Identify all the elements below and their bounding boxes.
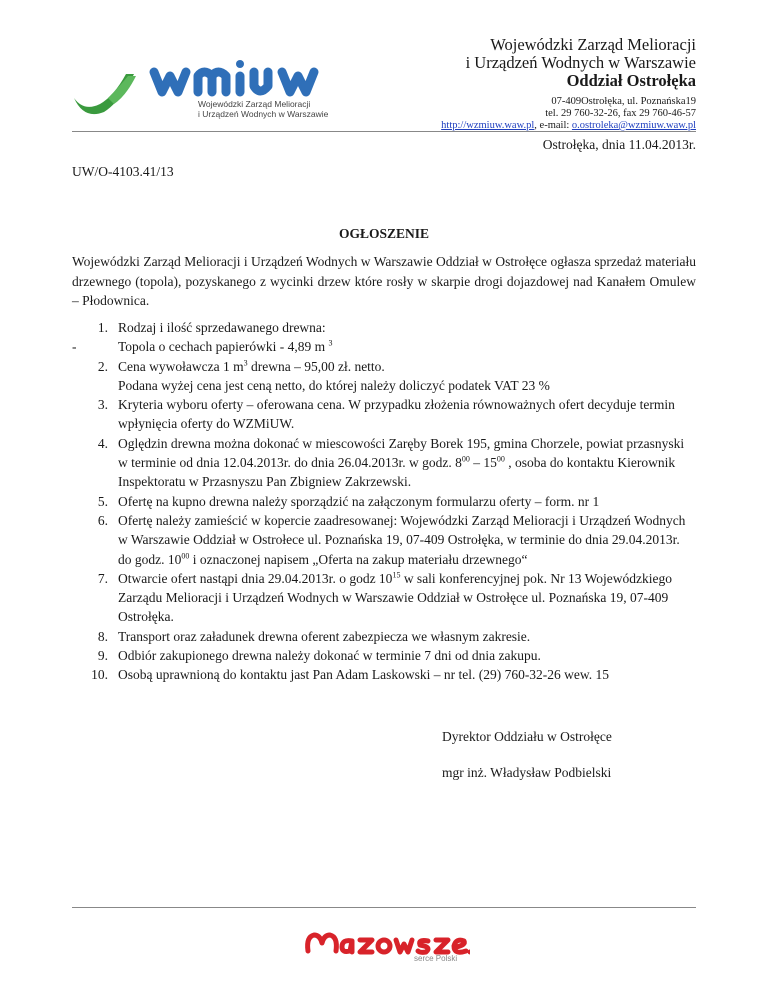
logo-caption-line1: Wojewódzki Zarząd Melioracji bbox=[198, 99, 311, 109]
mazowsze-wordmark-icon bbox=[308, 935, 466, 952]
document-date: Ostrołęka, dnia 11.04.2013r. bbox=[542, 137, 696, 152]
list-item-text: Ofertę na kupno drewna należy sporządzić na załączonym formularzu oferty – form. nr 1 bbox=[118, 493, 600, 509]
header-divider bbox=[72, 131, 696, 132]
list-item-text: i oznaczonej napisem „Oferta na zakup materiału drzewnego“ bbox=[189, 551, 528, 567]
list-item-text: , osoba do kontaktu Kierownik Inspektoratu w Przasnyszu Pan Zbigniew Zakrzewski. bbox=[118, 455, 676, 490]
list-item-number: 6. bbox=[97, 512, 108, 528]
list-item-text: Cena wywoławcza 1 m bbox=[118, 358, 244, 374]
list-item-number: 5. bbox=[97, 493, 108, 509]
signature-block bbox=[442, 728, 612, 782]
org-name-line1: Wojewódzki Zarząd Melioracji bbox=[490, 35, 696, 54]
footer-tagline: serce Polski bbox=[414, 954, 458, 963]
intro-paragraph: Wojewódzki Zarząd Melioracji i Urządzeń Wodnych w Warszawie Oddział w Ostrołęce ogłasza sprzedaż materiału drzewnego (topola), pozyskanego z wycinki drzew które rosły w skarpie drogi dojazdowej nad Kanałem Omulew – Płodownica. bbox=[72, 254, 696, 308]
list-item-text: – 15 bbox=[469, 455, 497, 471]
list-item-text: Ofertę należy zamieścić w kopercie zaadresowanej: Wojewódzki Zarząd Melioracji i Urządzeń Wodnych w Warszawie Oddział w Ostrołece ul. Poznańska 19, 07-409 Ostrołęka, w terminie do dnia 29.04.2013r. do godz. 10 bbox=[118, 512, 686, 567]
list-item bbox=[72, 492, 696, 511]
signature-title: Dyrektor Oddziału w Ostrołęce bbox=[442, 729, 612, 744]
list-item-text: Rodzaj i ilość sprzedawanego drewna: bbox=[118, 320, 326, 335]
list-item-number: 10. bbox=[91, 667, 108, 683]
list-item-number: 9. bbox=[97, 648, 108, 664]
announcement-list bbox=[72, 318, 696, 685]
superscript: 3 bbox=[328, 338, 333, 348]
list-item-text: Osobą uprawnioną do kontaktu jast Pan Adam Laskowski – nr tel. (29) 760-32-26 wew. 15 bbox=[118, 667, 610, 683]
list-item bbox=[72, 569, 696, 627]
list-item-continuation: Podana wyżej cena jest ceną netto, do której należy doliczyć podatek VAT 23 % bbox=[118, 377, 550, 393]
list-item-number: 7. bbox=[97, 570, 108, 586]
org-email-label: , e-mail: bbox=[534, 120, 572, 131]
org-name-line2: i Urządzeń Wodnych w Warszawie bbox=[465, 53, 696, 72]
list-item bbox=[72, 665, 696, 684]
org-branch: Oddział Ostrołęka bbox=[566, 71, 696, 90]
signature-name: mgr inż. Władysław Podbielski bbox=[442, 765, 612, 780]
list-item-text: Odbiór zakupionego drewna należy dokonać w terminie 7 dni od dnia zakupu. bbox=[118, 648, 541, 664]
superscript: 3 bbox=[243, 358, 248, 368]
superscript: 15 bbox=[392, 570, 401, 580]
list-item-number: 4. bbox=[97, 435, 108, 451]
list-item-text: Oględzin drewna można dokonać w miescowości Zaręby Borek 195, gmina Chorzele, powiat przasnyski w terminie od dnia 12.04.2013r. do dnia 26.04.2013r. w godz. 8 bbox=[118, 435, 685, 471]
list-item bbox=[72, 357, 696, 396]
list-item-text: drewna – 95,00 zł. netto. bbox=[247, 358, 385, 374]
list-item-number: 2. bbox=[97, 358, 108, 374]
list-item-text: Kryteria wyboru oferty – oferowana cena. W przypadku złożenia równoważnych ofert decyduje termin wpłynięcia oferty do WZMiUW. bbox=[118, 397, 675, 432]
superscript: 00 bbox=[461, 454, 470, 464]
logo-wordmark-icon bbox=[154, 72, 314, 92]
list-item bbox=[72, 646, 696, 665]
mazowsze-logo bbox=[300, 925, 470, 975]
list-item-text: Topola o cechach papierówki - 4,89 m bbox=[118, 339, 329, 355]
superscript: 00 bbox=[181, 551, 190, 561]
list-item-number: 8. bbox=[97, 628, 108, 644]
list-item bbox=[72, 337, 696, 356]
org-address: 07-409Ostrołęka, ul. Poznańska19 bbox=[551, 96, 696, 107]
list-item bbox=[72, 318, 696, 337]
list-item-number: 3. bbox=[97, 397, 108, 413]
organization-header bbox=[441, 36, 696, 132]
list-item-number: 1. bbox=[97, 320, 108, 335]
list-item bbox=[72, 627, 696, 646]
logo-caption bbox=[198, 99, 328, 119]
superscript: 00 bbox=[496, 454, 505, 464]
list-item bbox=[72, 395, 696, 434]
list-item bbox=[72, 434, 696, 492]
org-phone: tel. 29 760-32-26, fax 29 760-46-57 bbox=[545, 108, 696, 119]
logo-caption-line2: i Urządzeń Wodnych w Warszawie bbox=[198, 109, 329, 119]
logo-swoosh-icon bbox=[74, 74, 136, 114]
list-item bbox=[72, 511, 696, 569]
reference-number: UW/O-4103.41/13 bbox=[72, 164, 174, 179]
document-heading: OGŁOSZENIE bbox=[338, 226, 430, 241]
org-email-link[interactable]: o.ostroleka@wzmiuw.waw.pl bbox=[571, 120, 696, 131]
list-item-bullet: - bbox=[72, 339, 77, 355]
list-item-text: Transport oraz załadunek drewna oferent zabezpiecza we własnym zakresie. bbox=[118, 628, 531, 644]
list-item-text: Otwarcie ofert nastąpi dnia 29.04.2013r. o godz 10 bbox=[118, 570, 393, 586]
list-item-text: w sali konferencyjnej pok. Nr 13 Wojewódzkiego Zarządu Melioracji i Urządzeń Wodnych w Warszawie Oddział w Ostrołęce ul. Poznańska 19, 07-409 Ostrołęka. bbox=[118, 570, 673, 625]
footer-divider bbox=[72, 907, 696, 908]
org-website-link[interactable]: http://wzmiuw.waw.pl bbox=[441, 120, 535, 131]
